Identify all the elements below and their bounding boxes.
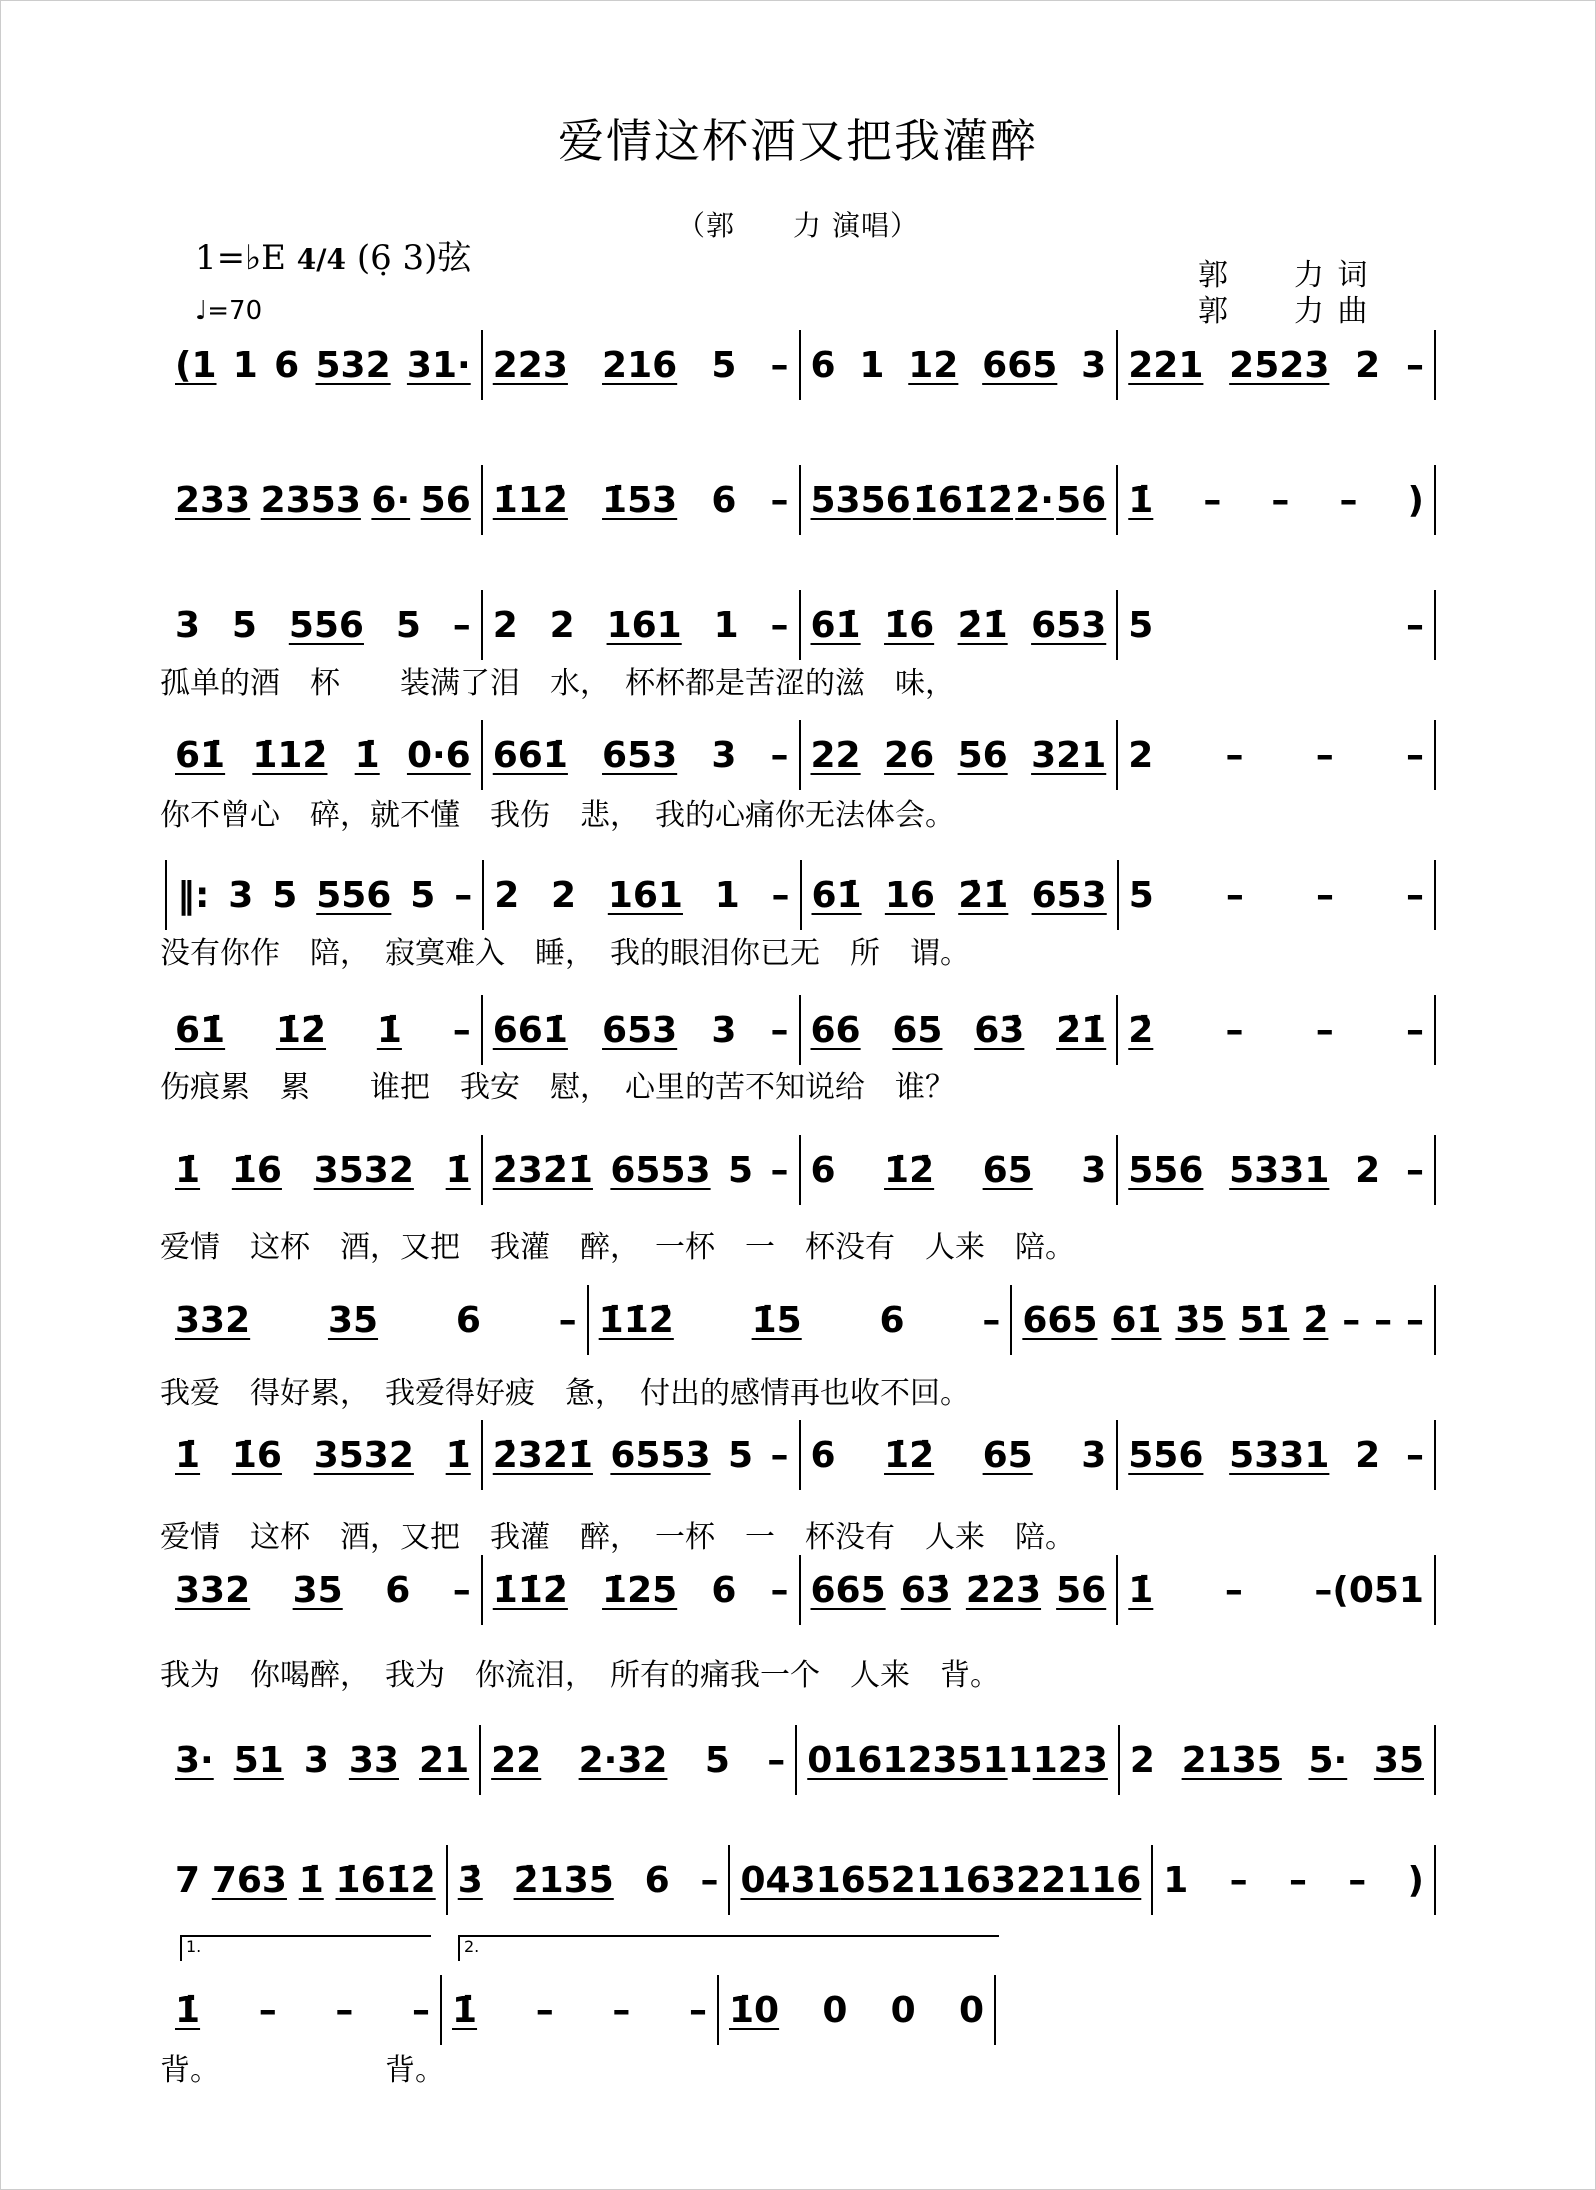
note-group: – bbox=[1225, 1009, 1244, 1051]
measure bbox=[1118, 1420, 1436, 1490]
note-group: 61̇ bbox=[811, 874, 862, 916]
note-group: – bbox=[1225, 734, 1244, 776]
note-group: 1̇2̇ bbox=[884, 1434, 935, 1476]
note-group: 22 bbox=[491, 1739, 542, 1781]
note-group: 1̇2̇ bbox=[275, 1009, 327, 1051]
note-group: 5 bbox=[728, 1149, 754, 1191]
lyric-line: 你不曾心 碎，就不懂 我伤 悲， 我的心痛你无法体会。 bbox=[160, 798, 955, 833]
note-group: 2116 bbox=[1041, 1859, 1142, 1901]
note-group: 2353 bbox=[260, 479, 361, 521]
note-group: – bbox=[770, 344, 789, 386]
measure bbox=[483, 720, 801, 790]
measure bbox=[483, 1135, 801, 1205]
note-group: 5 bbox=[704, 1739, 730, 1781]
note-group: 1̇ bbox=[1128, 479, 1154, 521]
volta-second-label: 2. bbox=[464, 1937, 480, 1956]
note-group: 61̇ bbox=[810, 604, 861, 646]
note-group: 33 bbox=[348, 1739, 400, 1781]
note-group: 653 bbox=[1031, 604, 1107, 646]
note-group: – bbox=[767, 1739, 786, 1781]
measure bbox=[165, 1725, 481, 1795]
note-group: 661̇ bbox=[492, 1009, 568, 1051]
note-group: 3 bbox=[1081, 1434, 1107, 1476]
note-group: (1 bbox=[175, 344, 217, 386]
note-group: 12 bbox=[908, 344, 959, 386]
measure bbox=[165, 1285, 589, 1355]
note-group: 1̇61̇2̇ bbox=[912, 479, 1014, 521]
note-group: 216 bbox=[602, 344, 678, 386]
note-group: 233 bbox=[175, 479, 251, 521]
note-group: 2̇ bbox=[1128, 1009, 1154, 1051]
note-group: 3 bbox=[228, 874, 254, 916]
note-group: 332 bbox=[175, 1299, 251, 1341]
note-group: 532 bbox=[315, 344, 391, 386]
note-group: 2 bbox=[1355, 344, 1381, 386]
measure bbox=[1153, 1845, 1436, 1915]
note-group: 221 bbox=[1128, 344, 1204, 386]
lyric-line: 我为 你喝醉， 我为 你流泪， 所有的痛我一个 人来 背。 bbox=[160, 1658, 1000, 1693]
note-group: 61̇ bbox=[175, 734, 226, 776]
note-group: 665 bbox=[810, 1569, 886, 1611]
note-group: ‖: bbox=[177, 874, 210, 916]
note-group: 2̇1̇ bbox=[957, 604, 1008, 646]
note-group: 2̇23̇ bbox=[965, 1569, 1042, 1611]
note-group: – bbox=[688, 1989, 707, 2031]
volta-second bbox=[458, 1935, 999, 1961]
note-group: 3̇5 bbox=[1175, 1299, 1226, 1341]
note-group: 5331 bbox=[1229, 1149, 1330, 1191]
note-group: 3 bbox=[1081, 1149, 1107, 1191]
note-group: – bbox=[452, 1569, 471, 1611]
measure bbox=[165, 1420, 483, 1490]
note-group: – bbox=[1405, 1009, 1424, 1051]
note-group: 1̇2̇ bbox=[884, 1149, 935, 1191]
note-group: 35 bbox=[327, 1299, 379, 1341]
note-group: 2 bbox=[1355, 1434, 1381, 1476]
note-group: 1 bbox=[859, 344, 885, 386]
lyric-line: 伤痕累 累 谁把 我安 慰， 心里的苦不知说给 谁？ bbox=[160, 1070, 955, 1105]
note-group: 5 bbox=[231, 604, 257, 646]
note-group: 1̇ bbox=[175, 1149, 201, 1191]
note-group: – bbox=[258, 1989, 277, 2031]
lyric-line: 背。 背。 bbox=[160, 2053, 445, 2088]
note-group: 0431 bbox=[740, 1859, 841, 1901]
measure bbox=[1118, 330, 1436, 400]
note-group: 26 bbox=[884, 734, 935, 776]
note-group: 66 bbox=[810, 1009, 861, 1051]
note-group: 1̇ bbox=[452, 1989, 478, 2031]
note-group: 5356 bbox=[810, 479, 911, 521]
note-group: – bbox=[1405, 1149, 1424, 1191]
measure bbox=[801, 330, 1119, 400]
note-group: 65 bbox=[982, 1149, 1033, 1191]
note-group: 51 bbox=[233, 1739, 284, 1781]
note-group: 6 bbox=[810, 1434, 836, 1476]
note-group: 1̇1̇2̇ bbox=[492, 1569, 568, 1611]
note-group: 5331 bbox=[1229, 1434, 1330, 1476]
note-group: 3 bbox=[711, 1009, 737, 1051]
note-group: ) bbox=[1407, 1859, 1424, 1901]
note-group: – bbox=[452, 1009, 471, 1051]
note-group: 1̇6 bbox=[884, 604, 935, 646]
note-group: 2̇ bbox=[1303, 1299, 1329, 1341]
measure bbox=[483, 1420, 801, 1490]
note-group: 556 bbox=[316, 874, 392, 916]
measure bbox=[801, 1135, 1119, 1205]
note-group: 2̇135̇ bbox=[513, 1859, 614, 1901]
note-group: 556 bbox=[288, 604, 364, 646]
note-group: 1 bbox=[1007, 1739, 1033, 1781]
note-group: 21 bbox=[419, 1739, 470, 1781]
note-group: 1̇ bbox=[445, 1149, 471, 1191]
note-group: 6 bbox=[711, 479, 737, 521]
note-group: – bbox=[535, 1989, 554, 2031]
note-group: 1632 bbox=[940, 1859, 1042, 1901]
song-title: 爱情这杯酒又把我灌醉 bbox=[558, 114, 1038, 168]
note-group: – bbox=[770, 734, 789, 776]
note-group: 3532 bbox=[313, 1434, 414, 1476]
note-group: 63̇ bbox=[974, 1009, 1025, 1051]
note-group: 6 bbox=[385, 1569, 411, 1611]
note-group: 5 bbox=[272, 874, 298, 916]
measure bbox=[719, 1975, 996, 2045]
note-group: 1̇12̇ bbox=[252, 734, 328, 776]
note-group: 2̇1̇ bbox=[958, 874, 1009, 916]
note-group: 1̇6 bbox=[231, 1149, 282, 1191]
music-system bbox=[165, 590, 1436, 660]
note-group: 6 bbox=[455, 1299, 481, 1341]
note-group: 6 bbox=[879, 1299, 905, 1341]
note-group: 63̇ bbox=[900, 1569, 951, 1611]
note-group: 2 bbox=[494, 874, 520, 916]
measure bbox=[483, 1555, 801, 1625]
note-group: 6553 bbox=[610, 1149, 711, 1191]
note-group: 5· bbox=[1308, 1739, 1348, 1781]
note-group: 556 bbox=[1128, 1434, 1204, 1476]
note-group: – bbox=[982, 1299, 1001, 1341]
measure bbox=[1118, 465, 1436, 535]
note-group: – bbox=[454, 874, 473, 916]
measure bbox=[483, 590, 801, 660]
note-group: 1̇ bbox=[175, 1434, 201, 1476]
note-group: 35 bbox=[292, 1569, 343, 1611]
measure bbox=[165, 465, 483, 535]
note-group: – bbox=[770, 604, 789, 646]
note-group: 3 bbox=[711, 734, 737, 776]
time-signature: 4/4 bbox=[296, 243, 346, 276]
note-group: 1̇5 bbox=[751, 1299, 802, 1341]
measure bbox=[165, 1975, 442, 2045]
note-group: 6 bbox=[810, 344, 836, 386]
measure bbox=[1120, 1725, 1436, 1795]
note-group: – bbox=[1405, 344, 1424, 386]
singer-line: （郭 力 演唱） bbox=[677, 209, 919, 242]
note-group: – bbox=[1315, 1009, 1334, 1051]
note-group: – bbox=[770, 1434, 789, 1476]
lyric-line: 爱情 这杯 酒，又把 我灌 醉， 一杯 一 杯没有 人来 陪。 bbox=[160, 1230, 1075, 1265]
note-group: 6 bbox=[644, 1859, 670, 1901]
note-group: 1̇ bbox=[376, 1009, 402, 1051]
note-group: 2̇1̇ bbox=[1056, 1009, 1107, 1051]
music-system bbox=[165, 860, 1436, 930]
note-group: 653 bbox=[602, 734, 678, 776]
composer-credit: 郭 力 曲 bbox=[1198, 294, 1370, 329]
note-group: 6 bbox=[711, 1569, 737, 1611]
note-group: 5 bbox=[1128, 874, 1154, 916]
note-group: 2·32 bbox=[578, 1739, 668, 1781]
measure bbox=[1118, 590, 1436, 660]
note-group: 56 bbox=[1056, 1569, 1107, 1611]
note-group: – bbox=[1342, 1299, 1361, 1341]
measure bbox=[801, 590, 1119, 660]
measure bbox=[1118, 995, 1436, 1065]
note-group: 3 bbox=[1081, 344, 1107, 386]
note-group: 0 bbox=[890, 1989, 916, 2031]
measure bbox=[801, 1420, 1119, 1490]
note-group: – bbox=[1406, 1299, 1425, 1341]
note-group: 31· bbox=[406, 344, 471, 386]
note-group: – bbox=[411, 1989, 430, 2031]
measure bbox=[165, 1135, 483, 1205]
note-group: 2135 bbox=[1181, 1739, 1282, 1781]
note-group: – bbox=[1203, 479, 1222, 521]
note-group: 5 bbox=[395, 604, 421, 646]
measure bbox=[165, 330, 483, 400]
note-group: 1̇0 bbox=[729, 1989, 780, 2031]
measure bbox=[165, 1555, 483, 1625]
note-group: 556 bbox=[1128, 1149, 1204, 1191]
note-group: – bbox=[1405, 1434, 1424, 1476]
note-group: 65 bbox=[892, 1009, 943, 1051]
music-system bbox=[165, 1420, 1436, 1490]
note-group: 1 bbox=[714, 874, 740, 916]
measure bbox=[801, 1555, 1119, 1625]
measure bbox=[802, 860, 1119, 930]
note-group: 2523 bbox=[1229, 344, 1330, 386]
note-group: – bbox=[335, 1989, 354, 2031]
measure bbox=[1118, 1555, 1436, 1625]
note-group: 1̇ bbox=[175, 1989, 201, 2031]
note-group: 6 bbox=[810, 1149, 836, 1191]
note-group: – bbox=[612, 1989, 631, 2031]
music-system bbox=[165, 465, 1436, 535]
note-group: 1̇53 bbox=[602, 479, 678, 521]
note-group: – bbox=[558, 1299, 577, 1341]
note-group: 3· bbox=[175, 1739, 214, 1781]
note-group: 1̇61̇2̇ bbox=[335, 1859, 436, 1901]
note-group: 61̇ bbox=[175, 1009, 226, 1051]
tempo-marking: ♩=70 bbox=[195, 296, 263, 326]
note-group: 1̇ bbox=[445, 1434, 471, 1476]
note-group: 223 bbox=[492, 344, 568, 386]
tuning: (6̣ 3)弦 bbox=[356, 238, 472, 278]
note-group: 2̇32̇1̇ bbox=[492, 1149, 593, 1191]
note-group: 2 bbox=[551, 874, 577, 916]
note-group: 2 bbox=[1128, 734, 1154, 776]
note-group: 56 bbox=[420, 479, 471, 521]
measure bbox=[165, 590, 483, 660]
note-group: 5 bbox=[711, 344, 737, 386]
measure bbox=[165, 860, 484, 930]
note-group: 1̇25 bbox=[602, 1569, 678, 1611]
note-group: 61̇ bbox=[1111, 1299, 1162, 1341]
note-group: 2 bbox=[549, 604, 575, 646]
note-group: 5 bbox=[1128, 604, 1154, 646]
note-group: 6 bbox=[274, 344, 300, 386]
measure bbox=[165, 995, 483, 1065]
measure bbox=[801, 720, 1119, 790]
note-group: – bbox=[770, 1009, 789, 1051]
music-system bbox=[165, 1845, 1436, 1915]
note-group: – bbox=[452, 604, 471, 646]
lyric-line: 孤单的酒 杯 装满了泪 水， 杯杯都是苦涩的滋 味， bbox=[160, 666, 955, 701]
measure bbox=[730, 1845, 1153, 1915]
note-group: 1̇ bbox=[298, 1859, 324, 1901]
measure bbox=[1118, 1135, 1436, 1205]
music-system bbox=[165, 330, 1436, 400]
note-group: – bbox=[1229, 1859, 1248, 1901]
note-group: – bbox=[770, 1569, 789, 1611]
note-group: 5 bbox=[728, 1434, 754, 1476]
note-group: 1̇12̇ bbox=[492, 479, 568, 521]
note-group: 51̇ bbox=[1239, 1299, 1290, 1341]
note-group: 661̇ bbox=[492, 734, 568, 776]
note-group: – bbox=[1339, 479, 1358, 521]
volta-first-label: 1. bbox=[186, 1937, 202, 1956]
note-group: 1̇1̇2̇ bbox=[598, 1299, 674, 1341]
note-group: – bbox=[1288, 1859, 1307, 1901]
note-group: – bbox=[1271, 479, 1290, 521]
key-signature bbox=[195, 230, 471, 279]
note-group: 3 bbox=[175, 604, 201, 646]
lyric-line: 爱情 这杯 酒，又把 我灌 醉， 一杯 一 杯没有 人来 陪。 bbox=[160, 1520, 1075, 1555]
note-group: 2 bbox=[492, 604, 518, 646]
measure bbox=[1012, 1285, 1436, 1355]
volta-first bbox=[180, 1935, 431, 1961]
music-system bbox=[165, 1285, 1436, 1355]
measure bbox=[1119, 860, 1436, 930]
measure bbox=[484, 860, 801, 930]
note-group: 665 bbox=[1022, 1299, 1098, 1341]
lyricist-credit: 郭 力 词 bbox=[1198, 258, 1370, 293]
note-group: 6· bbox=[371, 479, 411, 521]
key: 1=♭E bbox=[195, 238, 286, 278]
note-group: 5 bbox=[410, 874, 436, 916]
note-group: 1̇6 bbox=[231, 1434, 282, 1476]
lyric-line: 没有你作 陪， 寂寞难入 睡， 我的眼泪你已无 所 谓。 bbox=[160, 936, 970, 971]
note-group: – bbox=[1315, 874, 1334, 916]
measure bbox=[483, 465, 801, 535]
note-group: – bbox=[771, 874, 790, 916]
note-group: 0·6 bbox=[406, 734, 471, 776]
note-group: 0 bbox=[822, 1989, 848, 2031]
measure bbox=[483, 995, 801, 1065]
note-group: 2 bbox=[1129, 1739, 1155, 1781]
note-group: 321 bbox=[1031, 734, 1107, 776]
measure bbox=[1118, 720, 1436, 790]
note-group: 22 bbox=[810, 734, 861, 776]
note-group: – bbox=[1225, 874, 1244, 916]
note-group: 1̇ bbox=[354, 734, 380, 776]
note-group: – bbox=[770, 1149, 789, 1191]
measure bbox=[481, 1725, 797, 1795]
measure bbox=[483, 330, 801, 400]
note-group: 653 bbox=[602, 1009, 678, 1051]
note-group: – bbox=[770, 479, 789, 521]
note-group: –(051 bbox=[1314, 1569, 1424, 1611]
measure bbox=[165, 1845, 448, 1915]
music-system bbox=[165, 1135, 1436, 1205]
note-group: – bbox=[1315, 734, 1334, 776]
note-group: 35 bbox=[1373, 1739, 1424, 1781]
note-group: – bbox=[1405, 734, 1424, 776]
note-group: 6521 bbox=[840, 1859, 941, 1901]
note-group: 56 bbox=[957, 734, 1008, 776]
music-system bbox=[165, 995, 1436, 1065]
note-group: 161 bbox=[606, 604, 682, 646]
note-group: 56 bbox=[1056, 479, 1107, 521]
note-group: – bbox=[1406, 604, 1424, 646]
note-group: 3̇ bbox=[457, 1859, 483, 1901]
note-group: 2̇32̇1̇ bbox=[492, 1434, 593, 1476]
measure bbox=[448, 1845, 731, 1915]
note-group: 653 bbox=[1031, 874, 1107, 916]
note-group: 1 bbox=[232, 344, 258, 386]
note-group: 1 bbox=[713, 604, 739, 646]
note-group: 2 bbox=[1355, 1149, 1381, 1191]
note-group: – bbox=[1406, 874, 1424, 916]
note-group: – bbox=[700, 1859, 719, 1901]
note-group: 123 bbox=[1032, 1739, 1108, 1781]
measure bbox=[801, 995, 1119, 1065]
note-group: 2̇· bbox=[1015, 479, 1054, 521]
note-group: 65 bbox=[982, 1434, 1033, 1476]
measure bbox=[801, 465, 1119, 535]
note-group: 2351 bbox=[907, 1739, 1008, 1781]
measure bbox=[589, 1285, 1013, 1355]
note-group: 6553 bbox=[610, 1434, 711, 1476]
note-group: 665 bbox=[982, 344, 1058, 386]
note-group: – bbox=[1224, 1569, 1243, 1611]
lyric-line: 我爱 得好累， 我爱得好疲 惫， 付出的感情再也收不回。 bbox=[160, 1376, 970, 1411]
note-group: 3 bbox=[303, 1739, 329, 1781]
note-group: – bbox=[1348, 1859, 1367, 1901]
note-group: 332 bbox=[175, 1569, 251, 1611]
note-group: 1̇ bbox=[1128, 1569, 1154, 1611]
note-group: – bbox=[1374, 1299, 1393, 1341]
note-group: 1 bbox=[1163, 1859, 1189, 1901]
note-group: 0 bbox=[958, 1989, 984, 2031]
measure bbox=[442, 1975, 719, 2045]
measure bbox=[165, 720, 483, 790]
music-system bbox=[165, 1725, 1436, 1795]
note-group: ) bbox=[1407, 479, 1424, 521]
note-group: 0161 bbox=[807, 1739, 908, 1781]
note-group: 763 bbox=[211, 1859, 287, 1901]
music-system bbox=[165, 1555, 1436, 1625]
note-group: 161 bbox=[607, 874, 683, 916]
measure bbox=[797, 1725, 1120, 1795]
note-group: 16 bbox=[884, 874, 935, 916]
note-group: 7 bbox=[175, 1859, 201, 1901]
music-system bbox=[165, 720, 1436, 790]
note-group: 3532 bbox=[313, 1149, 414, 1191]
music-system bbox=[165, 1975, 996, 2045]
